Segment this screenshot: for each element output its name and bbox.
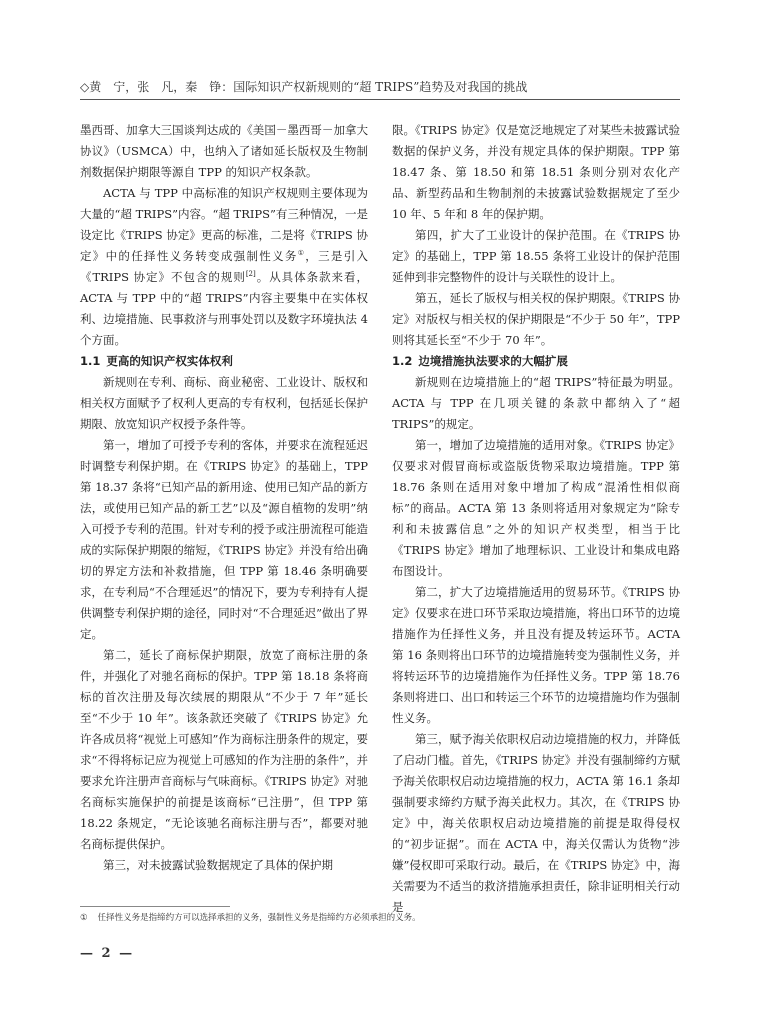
right-column xyxy=(392,120,680,918)
section-number: 1.2 xyxy=(392,354,413,368)
text-run: ACTA 与 TPP 中高标准的知识产权规则主要体现为大量的“超 TRIPS”内容。“超 TRIPS”有三种情况，一是设定比《TRIPS 协定》更高的标准，二是将《TRIPS 协定》中的任择性义务转变成强制性义务 xyxy=(80,186,368,263)
paragraph: 第三，赋予海关依职权启动边境措施的权力，并降低了启动门槛。首先，《TRIPS 协定》并没有强制缔约方赋予海关依职权启动边境措施的权力，ACTA 第 16.1 条却强制要求缔约方赋予海关此权力。其次，在《TRIPS 协定》中，海关依职权启动边境措施的前提是取得侵权的“初步证据”。而在 ACTA 中，海关仅需认为货物“涉嫌”侵权即可采取行动。最后，在《TRIPS 协定》中，海关需要为不适当的救济措施承担责任，除非证明相关行动是 xyxy=(392,732,680,914)
section-title: 边境措施执法要求的大幅扩展 xyxy=(418,354,568,368)
footnote-divider xyxy=(80,906,230,907)
paragraph xyxy=(80,183,368,351)
paragraph: 第一，增加了可授予专利的客体，并要求在流程延迟时调整专利保护期。在《TRIPS 协定》的基础上，TPP 第 18.37 条将“已知产品的新用途、使用已知产品的新方法，或使用已知产品的新工艺”以及“源自植物的发明”纳入可授予专利的范围。针对专利的授予或注册流程可能造成的实际保护期限的缩短，《TRIPS 协定》并没有给出确切的界定方法和补救措施，但 TPP 第 18.46 条明确要求，在专利局“不合理延迟”的情况下，要为专利持有人提供调整专利保护期的途径，同时对“不合理延迟”做出了界定。 xyxy=(80,438,368,641)
footnote-mark: ① xyxy=(80,913,88,923)
section-heading xyxy=(80,351,368,372)
header-divider xyxy=(80,99,680,100)
text-run: 。从具体条款来看，ACTA 与 TPP 中的“超 TRIPS”内容主要集中在实体权利、边境措施、民事救济与刑事处罚以及数字环境执法 4 个方面。 xyxy=(80,270,368,347)
paragraph: 墨西哥、加拿大三国谈判达成的《美国－墨西哥－加拿大协议》（USMCA）中，也纳入了诸如延长版权及生物制剂数据保护期限等源自 TPP 的知识产权条款。 xyxy=(80,123,368,179)
paragraph: 新规则在专利、商标、商业秘密、工业设计、版权和相关权方面赋予了权利人更高的专有权利，包括延长保护期限、放宽知识产权授予条件等。 xyxy=(80,375,368,431)
citation-ref: [2] xyxy=(245,270,256,279)
footnote-ref: ① xyxy=(297,249,306,258)
paragraph: 第二，扩大了边境措施适用的贸易环节。《TRIPS 协定》仅要求在进口环节采取边境措施，将出口环节的边境措施作为任择性义务，并且没有提及转运环节。ACTA 第 16 条则将出口环节的边境措施转变为强制性义务，并将转运环节的边境措施作为任择性义务。TPP 第 18.76 条则将进口、出口和转运三个环节的边境措施均作为强制性义务。 xyxy=(392,585,680,725)
paragraph: 第三，对未披露试验数据规定了具体的保护期 xyxy=(103,858,333,872)
paragraph: 新规则在边境措施上的“超 TRIPS”特征最为明显。ACTA 与 TPP 在几项关键的条款中都纳入了“超 TRIPS”的规定。 xyxy=(392,375,680,431)
paragraph: 第四，扩大了工业设计的保护范围。在《TRIPS 协定》的基础上，TPP 第 18.55 条将工业设计的保护范围延伸到非完整物件的设计与关联性的设计上。 xyxy=(392,228,680,284)
section-heading xyxy=(392,351,680,372)
footnote xyxy=(80,912,680,924)
paragraph: 第五，延长了版权与相关权的保护期限。《TRIPS 协定》对版权与相关权的保护期限是“不少于 50 年”，TPP 则将其延长至“不少于 70 年”。 xyxy=(392,291,680,347)
paragraph: 限。《TRIPS 协定》仅是宽泛地规定了对某些未披露试验数据的保护义务，并没有规定具体的保护期限。TPP 第 18.47 条、第 18.50 和第 18.51 条则分别对农化产品、新型药品和生物制剂的未披露试验数据规定了至少 10 年、5 年和 8 年的保护期。 xyxy=(392,123,680,221)
page-number: — 2 — xyxy=(80,946,135,961)
paragraph: 第一，增加了边境措施的适用对象。《TRIPS 协定》仅要求对假冒商标或盗版货物采取边境措施。TPP 第 18.76 条则在适用对象中增加了构成“混淆性相似商标”的商品。ACTA 第 13 条则将适用对象规定为“除专利和未披露信息”之外的知识产权类型，相当于比《TRIPS 协定》增加了地理标识、工业设计和集成电路布图设计。 xyxy=(392,438,680,578)
text-run: ，三是引入《TRIPS 协定》不包含的规则 xyxy=(80,249,369,284)
paragraph: 第二，延长了商标保护期限，放宽了商标注册的条件，并强化了对驰名商标的保护。TPP 第 18.18 条将商标的首次注册及每次续展的期限从“不少于 7 年”延长至“不少于 10 年”。该条款还突破了《TRIPS 协定》允许各成员将“视觉上可感知”作为商标注册条件的规定，要求“不得将标记应为视觉上可感知的作为注册的条件”，并要求允许注册声音商标与气味商标。《TRIPS 协定》对驰名商标实施保护的前提是该商标“已注册”，但 TPP 第 18.22 条规定，“无论该驰名商标注册与否”，都要对驰名商标提供保护。 xyxy=(80,648,368,851)
footnote-text: 任择性义务是指缔约方可以选择承担的义务，强制性义务是指缔约方必须承担的义务。 xyxy=(97,913,421,923)
section-title: 更高的知识产权实体权利 xyxy=(106,354,233,368)
running-header: ◇黄 宁，张 凡，秦 铮：国际知识产权新规则的“超 TRIPS”趋势及对我国的挑战 xyxy=(80,80,528,94)
section-number: 1.1 xyxy=(80,354,101,368)
left-column xyxy=(80,120,368,876)
